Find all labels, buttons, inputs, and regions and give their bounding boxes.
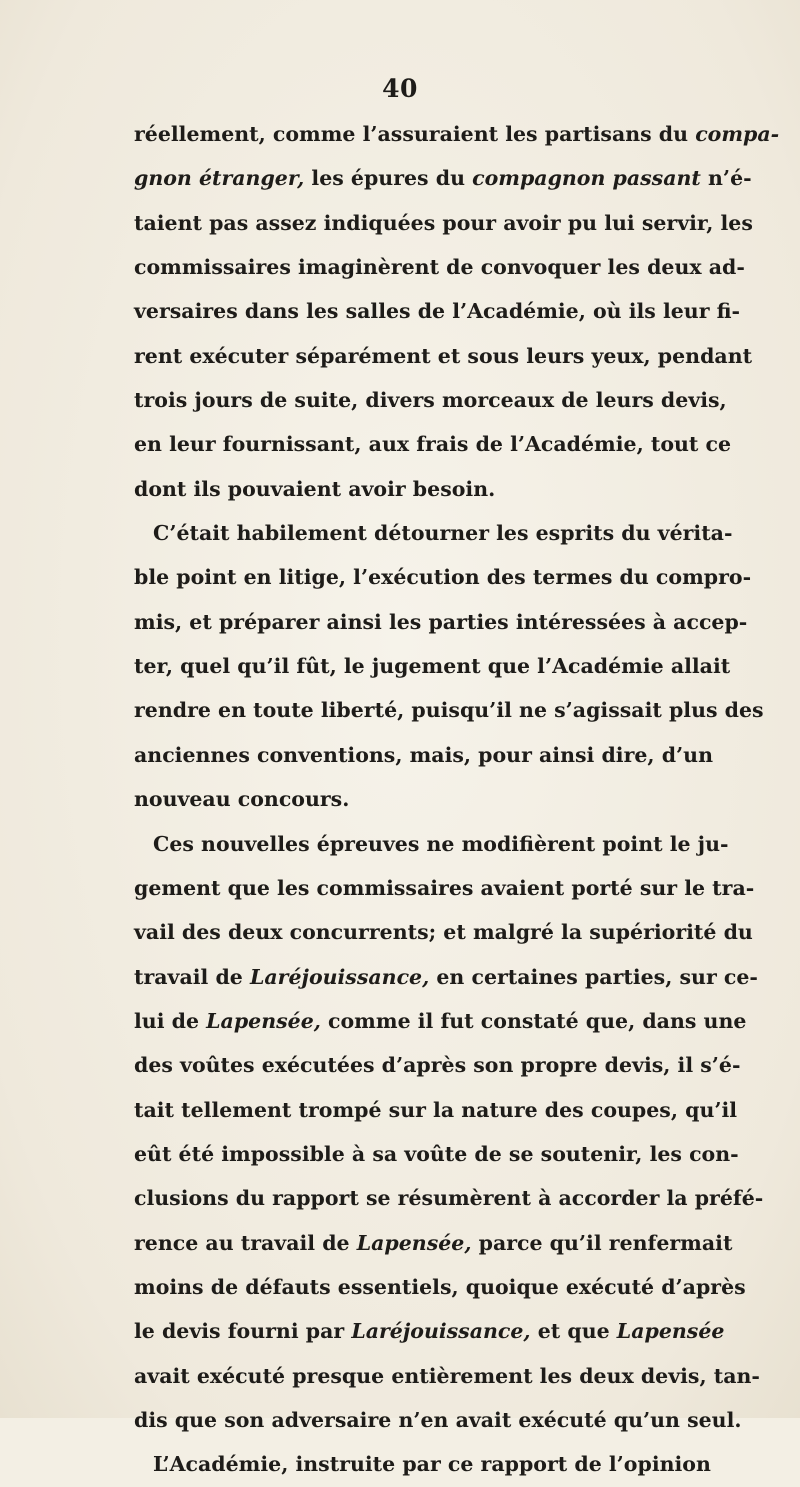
paragraph-first-line: Ces nouvelles épreuves ne modifièrent point le ju-	[153, 831, 729, 856]
text-line: tait tellement trompé sur la nature des coupes, qu’il	[134, 1097, 738, 1122]
text-line: réellement, comme l’assuraient les partisans du compa-	[134, 122, 780, 146]
body-text	[134, 112, 780, 1487]
text-line: ter, quel qu’il fût, le jugement que l’Académie allait	[134, 654, 731, 679]
text-line: anciennes conventions, mais, pour ainsi dire, d’un	[134, 742, 713, 767]
text-line: commissaires imaginèrent de convoquer les deux ad-	[134, 255, 745, 280]
text-line: gement que les commissaires avaient porté sur le tra-	[134, 875, 755, 900]
text-line: taient pas assez indiquées pour avoir pu lui servir, les	[134, 210, 753, 235]
text-line: gnon étranger, les épures du compagnon passant n’é-	[134, 166, 752, 191]
page-number: 40	[382, 74, 418, 103]
text-line: lui de Lapensée, comme il fut constaté que, dans une	[134, 1008, 747, 1033]
text-line: avait exécuté presque entièrement les deux devis, tan-	[134, 1363, 760, 1388]
text-line: moins de défauts essentiels, quoique exécuté d’après	[134, 1274, 746, 1299]
text-line: nouveau concours.	[134, 787, 350, 812]
text-line: eût été impossible à sa voûte de se soutenir, les con-	[134, 1141, 739, 1166]
text-line: des voûtes exécutées d’après son propre devis, il s’é-	[134, 1053, 741, 1078]
text-line: en leur fournissant, aux frais de l’Académie, tout ce	[134, 432, 732, 457]
text-line: versaires dans les salles de l’Académie, où ils leur fi-	[134, 299, 741, 324]
text-line: vail des deux concurrents; et malgré la supériorité du	[134, 920, 753, 945]
paragraph-first-line: C’était habilement détourner les esprits du vérita-	[153, 521, 733, 546]
text-line: mis, et préparer ainsi les parties intéressées à accep-	[134, 609, 748, 634]
text-line: ble point en litige, l’exécution des termes du compro-	[134, 565, 752, 590]
paragraph-first-line: L’Académie, instruite par ce rapport de l’opinion	[153, 1452, 711, 1477]
text-line: clusions du rapport se résumèrent à accorder la préfé-	[134, 1186, 764, 1211]
text-line: le devis fourni par Laréjouissance, et que Lapensée	[134, 1319, 725, 1344]
text-line: travail de Laréjouissance, en certaines parties, sur ce-	[134, 964, 758, 989]
text-line: dont ils pouvaient avoir besoin.	[134, 476, 496, 501]
text-line: rent exécuter séparément et sous leurs yeux, pendant	[134, 343, 753, 368]
text-line: rence au travail de Lapensée, parce qu’il renfermait	[134, 1230, 733, 1255]
text-line: rendre en toute liberté, puisqu’il ne s’agissait plus des	[134, 698, 764, 723]
text-line: dis que son adversaire n’en avait exécuté qu’un seul.	[134, 1407, 742, 1432]
text-line: trois jours de suite, divers morceaux de leurs devis,	[134, 388, 727, 413]
